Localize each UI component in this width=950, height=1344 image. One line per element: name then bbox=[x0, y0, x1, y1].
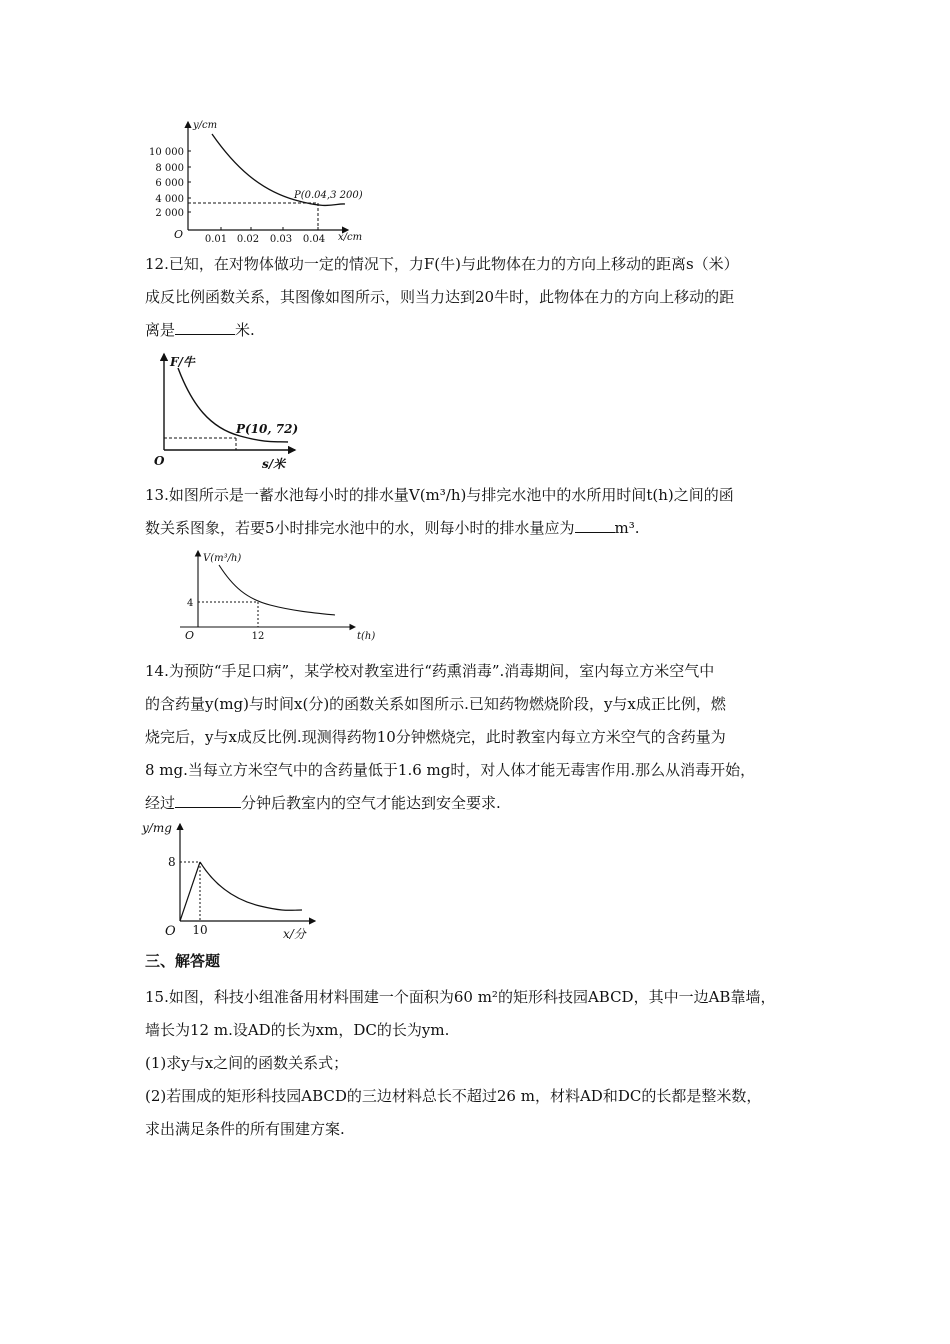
figure-q12-graph bbox=[150, 350, 310, 472]
question-text: 12.已知，在对物体做功一定的情况下，力F(牛)与此物体在力的方向上移动的距离s（米） bbox=[145, 255, 739, 273]
y-tick-label: 6 000 bbox=[155, 178, 184, 189]
y-axis-label: V(m³/h) bbox=[203, 553, 242, 564]
x-tick-label: 0.02 bbox=[236, 234, 260, 245]
question-text: 烧完后，y与x成反比例.现测得药物10分钟燃烧完，此时教室内每立方米空气的含药量为 bbox=[145, 728, 726, 746]
x-axis-label: x/cm bbox=[338, 232, 363, 243]
x-tick-label: 0.04 bbox=[302, 234, 326, 245]
hyperbola-curve bbox=[200, 862, 302, 910]
question-text: 成反比例函数关系，其图像如图所示，则当力达到20牛时，此物体在力的方向上移动的距 bbox=[145, 288, 735, 306]
y-tick-label: 8 000 bbox=[155, 163, 184, 174]
x-axis-label: x/分 bbox=[283, 927, 306, 941]
x-tick-label: 10 bbox=[192, 923, 208, 937]
origin-label: O bbox=[174, 228, 184, 241]
question-text: 求出满足条件的所有围建方案. bbox=[145, 1120, 345, 1138]
origin-label: O bbox=[154, 454, 165, 468]
question-14 bbox=[145, 655, 815, 820]
question-text: 的含药量y(mg)与时间x(分)的函数关系如图所示.已知药物燃烧阶段，y与x成正比例，燃 bbox=[145, 695, 726, 713]
question-13 bbox=[145, 479, 815, 545]
figure-q13-graph bbox=[175, 547, 390, 644]
question-15 bbox=[145, 981, 815, 1146]
x-tick-label: 0.01 bbox=[204, 234, 228, 245]
question-text: 离是 米. bbox=[145, 321, 255, 339]
point-label: P(0.04,3 200) bbox=[294, 190, 363, 201]
figure-q14-graph bbox=[140, 818, 320, 944]
question-text: (2)若围成的矩形科技园ABCD的三边材料总长不超过26 m，材料AD和DC的长都是整米数， bbox=[145, 1087, 762, 1105]
point-label: P(10, 72) bbox=[236, 422, 299, 436]
question-text: 墙长为12 m.设AD的长为xm，DC的长为ym. bbox=[145, 1021, 450, 1039]
origin-label: O bbox=[165, 924, 176, 939]
question-text: 15.如图，科技小组准备用材料围建一个面积为60 m²的矩形科技园ABCD，其中一边AB靠墙， bbox=[145, 988, 776, 1006]
y-tick-label: 4 bbox=[187, 598, 194, 609]
y-axis-label: y/cm bbox=[193, 120, 218, 131]
answer-blank[interactable] bbox=[175, 792, 241, 808]
section-heading: 三、解答题 bbox=[145, 952, 221, 970]
x-tick-label: 12 bbox=[251, 631, 265, 642]
y-tick-label: 2 000 bbox=[155, 208, 184, 219]
hyperbola-curve bbox=[219, 565, 335, 615]
question-text: (1)求y与x之间的函数关系式； bbox=[145, 1054, 349, 1072]
question-12 bbox=[145, 248, 815, 347]
question-text: 14.为预防“手足口病”，某学校对教室进行“药熏消毒”.消毒期间，室内每立方米空气中 bbox=[145, 662, 715, 680]
answer-blank[interactable] bbox=[175, 319, 235, 335]
y-tick-label: 4 000 bbox=[155, 194, 184, 205]
linear-segment bbox=[180, 862, 200, 921]
question-text: 经过 分钟后教室内的空气才能达到安全要求. bbox=[145, 794, 501, 812]
question-text: 数关系图象，若要5小时排完水池中的水，则每小时的排水量应为 m³. bbox=[145, 519, 640, 537]
y-axis-label: F/牛 bbox=[170, 355, 195, 369]
question-text: 13.如图所示是一蓄水池每小时的排水量V(m³/h)与排完水池中的水所用时间t(h)之间的函 bbox=[145, 486, 734, 504]
question-text: 8 mg.当每立方米空气中的含药量低于1.6 mg时，对人体才能无毒害作用.那么从消毒开始， bbox=[145, 761, 756, 779]
answer-blank[interactable] bbox=[575, 517, 615, 533]
y-axis-label: y/mg bbox=[142, 821, 172, 835]
y-tick-label: 10 000 bbox=[149, 147, 184, 158]
x-axis-label: s/米 bbox=[262, 457, 286, 471]
x-axis-label: t(h) bbox=[357, 631, 376, 642]
y-tick-label: 8 bbox=[168, 855, 176, 869]
figure-q11-graph bbox=[140, 112, 370, 247]
origin-label: O bbox=[185, 629, 195, 642]
x-tick-label: 0.03 bbox=[269, 234, 293, 245]
